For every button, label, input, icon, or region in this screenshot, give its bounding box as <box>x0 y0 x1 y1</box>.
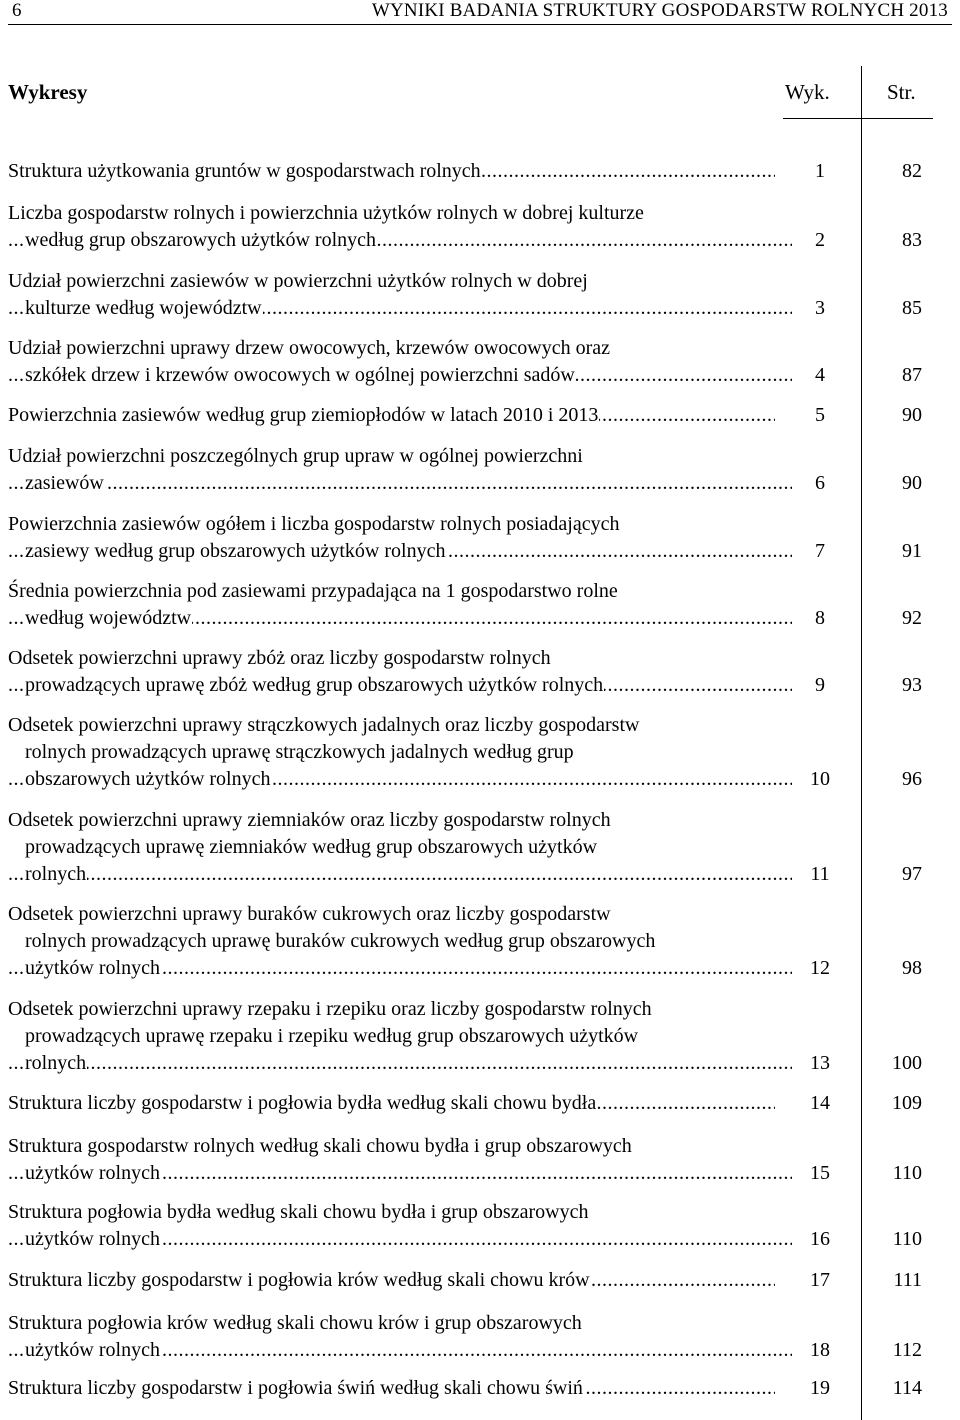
entry-title-text: użytków rolnych <box>25 957 160 979</box>
chart-list-item[interactable] <box>8 578 948 632</box>
entry-title-line <box>8 1050 792 1077</box>
entry-title-line <box>8 402 775 429</box>
entry-title-text: Odsetek powierzchni uprawy strączkowych jadalnych oraz liczby gospodarstw <box>8 714 640 736</box>
entry-title-text: zasiewy według grup obszarowych użytków rolnych <box>25 540 446 562</box>
entry-title-text: Struktura gospodarstw rolnych według skali chowu bydła i grup obszarowych <box>8 1135 632 1157</box>
page-reference: 98 <box>902 957 922 979</box>
section-heading: Wykresy <box>8 80 88 104</box>
entry-title-text: Struktura pogłowia bydła według skali chowu bydła i grup obszarowych <box>8 1201 589 1223</box>
page-reference: 85 <box>902 297 922 319</box>
page-reference: 109 <box>892 1092 922 1114</box>
page-reference: 97 <box>902 863 922 885</box>
entry-title-text: Struktura liczby gospodarstw i pogłowia świń według skali chowu świń <box>8 1377 583 1399</box>
entry-title-line <box>8 1337 792 1364</box>
entry-title-text: Odsetek powierzchni uprawy ziemniaków oraz liczby gospodarstw rolnych <box>8 809 611 831</box>
entry-title-text: użytków rolnych <box>25 1339 160 1361</box>
chart-list-item[interactable] <box>8 268 948 322</box>
entry-title-text: rolnych <box>25 863 87 885</box>
entry-title-line <box>8 901 948 928</box>
page-reference: 96 <box>902 768 922 790</box>
page-reference: 114 <box>892 1377 922 1399</box>
page-reference: 92 <box>902 607 922 629</box>
entry-title-line <box>8 807 948 834</box>
page-reference: 110 <box>892 1162 922 1184</box>
entry-title-text: zasiewów <box>25 472 104 494</box>
chart-number: 6 <box>815 472 825 494</box>
chart-list-item[interactable] <box>8 402 948 429</box>
chart-list-item[interactable] <box>8 158 948 185</box>
chart-number: 5 <box>815 404 825 426</box>
chart-number: 1 <box>815 160 825 182</box>
entry-title-line <box>8 739 948 766</box>
entry-title-text: Średnia powierzchnia pod zasiewami przypadająca na 1 gospodarstwo rolne <box>8 580 618 602</box>
entry-title-text: rolnych <box>25 1052 87 1074</box>
chart-list-item[interactable] <box>8 1199 948 1253</box>
entry-title-line <box>8 538 792 565</box>
page-reference: 90 <box>902 404 922 426</box>
entry-title-text: według województw <box>25 607 192 629</box>
chart-list-item[interactable] <box>8 712 948 793</box>
chart-number: 4 <box>815 364 825 386</box>
page-number: 6 <box>12 0 22 21</box>
chart-list-item[interactable] <box>8 807 948 888</box>
chart-list-item[interactable] <box>8 511 948 565</box>
entry-title-line <box>8 834 948 861</box>
entry-title-text: obszarowych użytków rolnych <box>25 768 271 790</box>
str-column-heading: Str. <box>887 80 916 104</box>
chart-list-item[interactable] <box>8 1133 948 1187</box>
chart-list-item[interactable] <box>8 200 948 254</box>
page-reference: 112 <box>892 1339 922 1361</box>
entry-title-text: prowadzących uprawę ziemniaków według grup obszarowych użytków <box>25 836 598 858</box>
page-reference: 91 <box>902 540 922 562</box>
entry-title-line <box>8 605 792 632</box>
chart-number: 11 <box>810 863 830 885</box>
entry-title-line <box>8 227 792 254</box>
entry-title-line <box>8 1199 948 1226</box>
entry-title-text: rolnych prowadzących uprawę strączkowych jadalnych według grup <box>25 741 574 763</box>
entry-title-text: prowadzących uprawę rzepaku i rzepiku według grup obszarowych użytków <box>25 1025 639 1047</box>
page-reference: 90 <box>902 472 922 494</box>
page-reference: 100 <box>892 1052 922 1074</box>
entry-title-line <box>8 295 792 322</box>
chart-number: 7 <box>815 540 825 562</box>
entry-title-text: Struktura pogłowia krów według skali chowu krów i grup obszarowych <box>8 1312 582 1334</box>
entry-title-text: Odsetek powierzchni uprawy rzepaku i rzepiku oraz liczby gospodarstw rolnych <box>8 998 652 1020</box>
chart-list-item[interactable] <box>8 443 948 497</box>
entry-title-line <box>8 578 948 605</box>
entry-title-text: Struktura liczby gospodarstw i pogłowia bydła według skali chowu bydła <box>8 1092 597 1114</box>
entry-title-line <box>8 672 792 699</box>
chart-number: 15 <box>810 1162 830 1184</box>
chart-number: 10 <box>810 768 830 790</box>
entry-title-text: użytków rolnych <box>25 1162 160 1184</box>
entry-title-text: Powierzchnia zasiewów według grup ziemiopłodów w latach 2010 i 2013 <box>8 404 599 426</box>
entry-title-line <box>8 861 792 888</box>
page-reference: 83 <box>902 229 922 251</box>
page-reference: 87 <box>902 364 922 386</box>
chart-number: 8 <box>815 607 825 629</box>
chart-list-item[interactable] <box>8 1310 948 1364</box>
chart-list-item[interactable] <box>8 1375 948 1402</box>
running-header <box>8 0 952 25</box>
chart-list-item[interactable] <box>8 996 948 1077</box>
entry-title-line <box>8 928 948 955</box>
entry-title-text: Liczba gospodarstw rolnych i powierzchnia użytków rolnych w dobrej kulturze <box>8 202 644 224</box>
entry-title-text: szkółek drzew i krzewów owocowych w ogólnej powierzchni sadów <box>25 364 575 386</box>
entry-title-line <box>8 1267 775 1294</box>
entry-title-text: Powierzchnia zasiewów ogółem i liczba gospodarstw rolnych posiadających <box>8 513 620 535</box>
entry-title-line <box>8 200 948 227</box>
chart-number: 14 <box>810 1092 830 1114</box>
page-reference: 111 <box>893 1269 922 1291</box>
chart-list-item[interactable] <box>8 1090 948 1117</box>
chart-number: 13 <box>810 1052 830 1074</box>
entry-title-line <box>8 335 948 362</box>
entry-title-text: Udział powierzchni uprawy drzew owocowych, krzewów owocowych oraz <box>8 337 610 359</box>
entry-title-line <box>8 1133 948 1160</box>
page-reference: 110 <box>892 1228 922 1250</box>
entry-title-line <box>8 1375 775 1402</box>
entry-title-line <box>8 158 775 185</box>
entry-title-text: Odsetek powierzchni uprawy zbóż oraz liczby gospodarstw rolnych <box>8 647 551 669</box>
entry-title-text: rolnych prowadzących uprawę buraków cukrowych według grup obszarowych <box>25 930 656 952</box>
chart-list-item[interactable] <box>8 901 948 982</box>
chart-list-item[interactable] <box>8 335 948 389</box>
wyk-column-heading: Wyk. <box>785 80 830 104</box>
chart-list-item[interactable] <box>8 1267 948 1294</box>
entry-title-line <box>8 1160 792 1187</box>
chart-number: 2 <box>815 229 825 251</box>
entry-title-line <box>8 766 792 793</box>
entry-title-text: prowadzących uprawę zbóż według grup obszarowych użytków rolnych <box>25 674 604 696</box>
entry-title-text: według grup obszarowych użytków rolnych <box>25 229 377 251</box>
entry-title-line <box>8 1226 792 1253</box>
page-reference: 82 <box>902 160 922 182</box>
chart-number: 18 <box>810 1339 830 1361</box>
entry-title-line <box>8 470 792 497</box>
entry-title-line <box>8 645 948 672</box>
entry-title-line <box>8 996 948 1023</box>
entry-title-line <box>8 511 948 538</box>
entry-title-line <box>8 443 948 470</box>
entry-title-line <box>8 362 792 389</box>
chart-list-item[interactable] <box>8 645 948 699</box>
chart-number: 9 <box>815 674 825 696</box>
page-reference: 93 <box>902 674 922 696</box>
entry-title-line <box>8 1023 948 1050</box>
entry-title-text: Struktura liczby gospodarstw i pogłowia krów według skali chowu krów <box>8 1269 590 1291</box>
chart-number: 19 <box>810 1377 830 1399</box>
entry-title-text: kulturze według województw <box>25 297 262 319</box>
entry-title-text: Odsetek powierzchni uprawy buraków cukrowych oraz liczby gospodarstw <box>8 903 611 925</box>
chart-number: 3 <box>815 297 825 319</box>
entry-title-text: Struktura użytkowania gruntów w gospodarstwach rolnych <box>8 160 481 182</box>
entry-title-line <box>8 1090 775 1117</box>
entry-title-line <box>8 955 792 982</box>
entry-title-text: Udział powierzchni poszczególnych grup upraw w ogólnej powierzchni <box>8 445 583 467</box>
entry-title-line <box>8 712 948 739</box>
entry-title-text: Udział powierzchni zasiewów w powierzchni użytków rolnych w dobrej <box>8 270 588 292</box>
entry-title-text: użytków rolnych <box>25 1228 160 1250</box>
publication-title: WYNIKI BADANIA STRUKTURY GOSPODARSTW ROLNYCH 2013 <box>371 0 948 21</box>
chart-number: 16 <box>810 1228 830 1250</box>
entry-title-line <box>8 1310 948 1337</box>
chart-number: 17 <box>810 1269 830 1291</box>
entry-title-line <box>8 268 948 295</box>
column-header-rule <box>783 118 933 119</box>
chart-number: 12 <box>810 957 830 979</box>
